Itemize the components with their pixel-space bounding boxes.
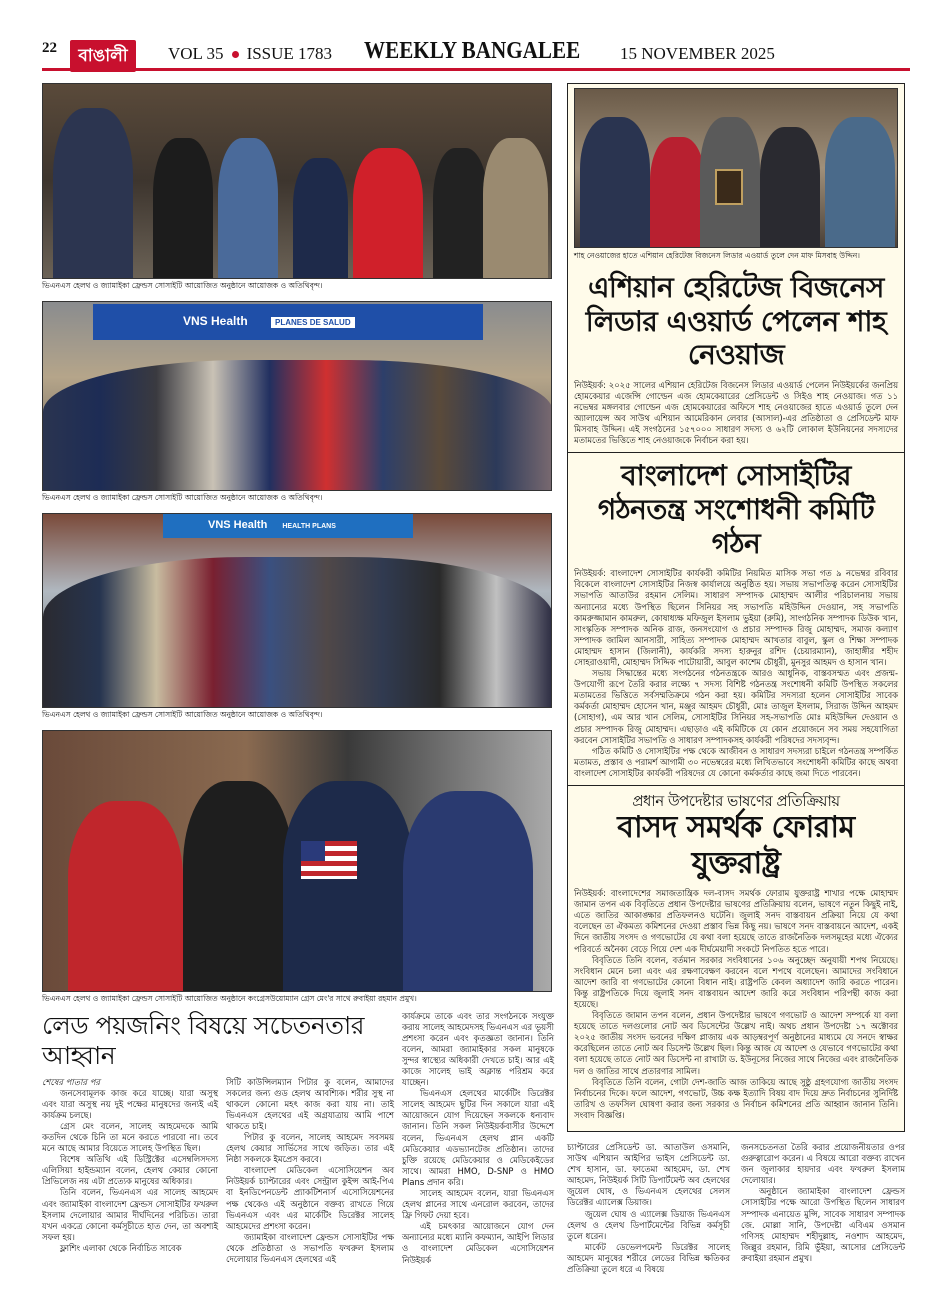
headline-constitution-committee: বাংলাদেশ সোসাইটির গঠনতন্ত্র সংশোধনী কমিটি গঠন (597, 459, 875, 560)
photo-caption: ভিএনএস হেলথ ও জ্যামাইকা ফ্রেন্ডস সোসাইটি আয়োজিত অনুষ্ঠানে আয়োজক ও অতিথিবৃন্দ। (42, 281, 323, 290)
issue-date: 15 NOVEMBER 2025 (620, 44, 775, 63)
newspaper-logo: বাঙালী (70, 40, 136, 72)
paragraph: গ্রেস মেং বলেন, সালেহ আহমেদকে আমি কতদিন থেকে চিনি তা মনে করতে পারবো না। তবে মনে আছে আমার বিয়েতে সালেহ উপস্থিত ছিল। (42, 1120, 218, 1154)
paragraph: নিউইয়র্ক: ২০২৫ সালের এশিয়ান হেরিটেজ বিজনেস লিডার এওয়ার্ড পেলেন নিউইয়র্কের জনপ্রিয় হোমকেয়ার এজেন্সি গোল্ডেন এজ হোমকেয়ারের প্রেসিডেন্ট ও সিইও শাহ নেওয়াজ। গত ১১ নভেম্বর মঙ্গলবার গোল্ডেন এজ হোমকেয়ারের অফিসে শাহ নেওয়াজের হাতে এওয়ার্ড তুলে দেন অ্যালায়েন্স অব সাউথ এশিয়ান আমেরিকান লেবার (আসাল)-এর প্রতিষ্ঠাতা ও প্রেসিডেন্ট মাফ মিসবাহ উদ্দিন। এই সংগঠনের ১৫৭০০০ সাধারণ সদস্য ও ৬২টি লোকাল ইউনিয়নের সদস্যদের মতামতের ভিত্তিতে শাহ নেওয়াজকে নির্বাচন করা হয়। (574, 379, 898, 446)
paragraph: কার্যক্রমে তাকে এবং তার সংগঠনকে সংযুক্ত করায় সালেহ আহমেদসহ ভিএনএস এর ভূয়সী প্রশংসা করেন এবং কৃতজ্ঞতা জানান। তিনি বলেন, আমরা জ্যামাইকার সকল মানুষকে সুন্দর স্বাস্থ্যের অধিকারী দেখতে চাই। আর এই কাজে সালেহ ভাই অক্লান্ত পরিশ্রম করে যাচ্ছেন। (402, 1010, 554, 1088)
paragraph: নিউইয়র্ক: বাংলাদেশের সমাজতান্ত্রিক দল-বাসদ সমর্থক ফোরাম যুক্তরাষ্ট্র শাখার পক্ষে মোহাম্মদ জামান তপন এক বিবৃতিতে প্রধান উপদেষ্টার ভাষণের প্রতিক্রিয়ায় বলেন, ভাষণে নতুন কিছুই নাই, এতে জাতির আকাঙ্ক্ষার প্রতিফলনও ঘটেনি। জুলাই সনদ বাস্তবায়ন প্রক্রিয়া নিয়ে যে কথা বলেছেন তা ঐকমত্য কমিশনের দেওয়া প্রস্তাব ভিন্ন কিছু নয়। ভাষণে সনদ বাস্তবায়নে আদেশ, একই দিনে জাতীয় সংসদ ও গণভোটের যে কথা বলা হয়েছে তাতে রাজনৈতিক দলসমূহের মধ্যে ঐক্যের পরিবর্তে অনৈক্য বেড়ে গিয়ে দেশ এক দীর্ঘমেয়াদী সংকটে নিপতিত হতে পারে। (574, 888, 898, 954)
paragraph: বিশেষ অতিথি এই ডিস্ট্রিক্টের এসেম্বলিসদস্য এলিসিয়া হাইন্ডম্যান বলেন, হেলথ কেয়ার কোনো প্রিভিলেজ নয় এটা প্রত্যেক মানুষের অধিকার। (42, 1154, 218, 1187)
event-photo-2 (42, 301, 552, 491)
photo-caption: ভিএনএস হেলথ ও জ্যামাইকা ফ্রেন্ডস সোসাইটি আয়োজিত অনুষ্ঠানে কংগ্রেসউয়োম্যান গ্রেস মেং'র সাথে রুবাইয়া রহমান প্রমুখ। (42, 994, 417, 1004)
kicker-basad: প্রধান উপদেষ্টার ভাষণের প্রতিক্রিয়ায় (632, 792, 840, 811)
page-body (42, 83, 905, 1295)
event-photo-4 (42, 730, 552, 992)
lead-story-column-2 (226, 1077, 394, 1266)
lead-story-columns (42, 1077, 394, 1266)
paragraph: বিবৃতিতে জামান তপন বলেন, প্রধান উপদেষ্টার ভাষণে গণভোট ও আদেশ সম্পর্কে যা বলা হয়েছে তাতে দলগুলোর নোট অব ডিসেন্টের উল্লেখ নাই। অথচ প্রধান উপদেষ্টা ১৭ অক্টোবর ২০২৫ জাতীয় সংসদ ভবনের দক্ষিণ প্লাজায় এক আড়ম্বরপূর্ণ অনুষ্ঠানের মাধ্যমে যে সনদে স্বাক্ষর করেছিলেন তাতে নোট অব ডিসেন্ট উল্লেখ ছিল। কিন্তু আজ যে আদেশ ও যেভাবে গণভোটের কথা বলা হয়েছে তাতে নোট অব ডিসেন্ট না রাখাটা ড. ইউনূসের নিজের সাথে নিজের এবং রাজনৈতিক দল ও জাতির সাথে প্রতারণার সামিল। (574, 1010, 898, 1076)
paragraph: শেষের পাতার পর (42, 1076, 100, 1087)
paragraph: অনুষ্ঠানে জ্যামাইকা বাংলাদেশ ফ্রেন্ডস সোসাইটির পক্ষে আরো উপস্থিত ছিলেন সাধারণ সম্পাদক এনায়েত মুন্সি, সাবেক সাধারণ সম্পাদক জে. মোল্লা সানি, উপদেষ্টা এবিএম ওসমান গণিসহ মোহাম্মদ শহীদুল্লাহ, নওশাদ আহমেদ, জিল্লুর রহমান, রিমি ভুঁইয়া, আসোর প্রেসিডেন্ট রুবাইয়া রহমান প্রমুখ। (741, 1186, 905, 1263)
masthead-title: WEEKLY BANGALEE (364, 38, 581, 64)
volume: VOL 35 (168, 44, 224, 63)
banner-text: VNS Health (208, 519, 268, 532)
paragraph: ভিএনএস হেলথের মার্কেটিং ডিরেক্টর সালেহ আহমেদ ছুটির দিন সকালে যারা এই আয়োজনে যোগ দিয়েছেন সকলকে ধন্যবাদ জানান। তিনি সকল নিউইয়র্কবাসীর উদ্দেশে বলেন, ভিএনএস হেলথ প্লান একটি মেডিকেয়ার এডভ্যানটেজ প্রতিষ্ঠান। তাদের চুক্তি রয়েছে মেডিকেয়ার ও মেডিকেইডের সাথে। আমরা HMO, D-SNP ও HMO Plans প্রদান করি। (402, 1088, 554, 1187)
volume-issue (168, 44, 332, 64)
paragraph: পিটার কু বলেন, সালেহ আহমেদ সবসময় হেলথ কেয়ার সার্ভিসের সাথে জড়িত। তার এই নিষ্ঠা সকলকে ইমপ্রেস করবে। (226, 1131, 394, 1165)
lead-story-column-1 (42, 1077, 218, 1266)
issue: ISSUE 1783 (246, 44, 333, 63)
lead-story-left (42, 1011, 394, 1266)
headline-lead-poisoning: লেড পয়জনিং বিষয়ে সচেতনতার আহ্বান (42, 1010, 365, 1070)
paragraph: তিনি বলেন, ভিএনএস এর সালেহ আহমেদ এবং জ্যামাইকা বাংলাদেশ ফ্রেন্ডস সোসাইটির ফখরুল ইসলাম দেলোয়ার আমার দীর্ঘদিনের পরিচিত। তারা যখন একত্রে কোনো কর্মসূচীতে হাত দেন, তা অবশ্যই সফল হয়। (42, 1187, 218, 1242)
page-number: 22 (42, 40, 57, 56)
paragraph: জ্যামাইকা বাংলাদেশ ফ্রেন্ডস সোসাইটির পক্ষ থেকে প্রতিষ্ঠাতা ও সভাপতি ফখরুল ইসলাম দেলোয়ার ভিএনএস হেলথের এই (226, 1231, 394, 1264)
paragraph: মার্কেট ডেভেলপমেন্ট ডিরেক্টর সালেহ আহমেদ মানুষের শরীরে লেডের বিভিন্ন ক্ষতিকর প্রতিক্রিয়া তুলে ধরে এ বিষয়ে (567, 1241, 730, 1275)
headline-award: এশিয়ান হেরিটেজ বিজনেস লিডার এওয়ার্ড পেলেন শাহ নেওয়াজ (585, 271, 887, 372)
event-photo-3 (42, 513, 552, 708)
lead-story (42, 1011, 554, 1266)
photo-caption: ভিএনএস হেলথ ও জ্যামাইকা ফ্রেন্ডস সোসাইটি আয়োজিত অনুষ্ঠানে আয়োজক ও অতিথিবৃন্দ। (42, 493, 323, 503)
right-news-box (567, 83, 905, 1132)
paragraph: সিটি কাউন্সিলম্যান পিটার কু বলেন, আমাদের সকলের জন্য গুড হেলথ আবশ্যিক। শরীর সুস্থ না থাকলে কোনো মহৎ কাজ করা যায় না। তাই ভিএনএস হেলথের এই অগ্রযাত্রায় আমি পাশে থাকতে চাই। (226, 1076, 394, 1131)
event-photo-1 (42, 83, 552, 279)
lead-story-continued (567, 1142, 905, 1275)
banner-subtext: PLANES DE SALUD (271, 317, 355, 328)
story-constitution-body (574, 568, 898, 779)
story-basad-body (574, 888, 898, 1121)
paragraph: বাংলাদেশ মেডিকেল এসোসিয়েশন অব নিউইয়র্ক চ্যাপ্টারের এবং সেন্ট্রাল কুইন্স আই-পিএ বা ইনডিপেনডেন্ট প্র্যাকটিশনার্স এসোসিয়েশনের পক্ষ থেকেও এই অনুষ্ঠানে বক্তব্য রাখতে গিয়ে ভিএনএস এবং এর মার্কেটিং ডিরেক্টর সালেহ আহমেদের প্রশংসা করেন। (226, 1165, 394, 1231)
banner-text: VNS Health (183, 314, 248, 329)
paragraph: সভায় সিদ্ধান্তের মধ্যে সংগঠনের গঠনতন্ত্রকে আরও আধুনিক, বাস্তবসম্মত এবং প্রজন্ম-উপযোগী রূপে তৈরি করার লক্ষ্যে ৭ সদস্য বিশিষ্ট গঠনতন্ত্র সংশোধনী কমিটি উপস্থিত সকলের মতামতের ভিত্তিতে সর্বসম্মতিক্রমে গঠন করা হয়। কমিটির সদস্যরা হলেন সোসাইটির সাবেক কর্মকর্তা মোহাম্মদ হোসেন খান, মঞ্জুর আহমদ চৌধুরী, মোঃ তাজুল ইসলাম, সিরাজ উদ্দিন আহমদ (সোহাগ), এম আর খান সেলিম, সোসাইটির সিনিয়র সহ-সভাপতি মোঃ মহিউদ্দিন দেওয়ান ও প্রচার সম্পাদক রিজু মোহাম্মদ। এছাড়াও এই কমিটিকে যে কোন প্রয়োজনে সব সময় সহযোগিতা করবেন সোসাইটির সভাপতি ও সাধারণ সম্পাদকসহ কার্যকরী পরিষদের সদস্যবৃন্দ। (574, 668, 898, 745)
photo-caption: ভিএনএস হেলথ ও জ্যামাইকা ফ্রেন্ডস সোসাইটি আয়োজিত অনুষ্ঠানে আয়োজক ও অতিথিবৃন্দ। (42, 710, 323, 720)
right-column (567, 83, 905, 1275)
lead-story-column-4 (567, 1142, 730, 1275)
paragraph: বিবৃতিতে তিনি বলেন, গোটা দেশ-জাতি আজ তাকিয়ে আছে সুষ্ঠু গ্রহণযোগ্য জাতীয় সংসদ নির্বাচনের দিকে। ফলে আদেশ, গণভোট, উচ্চ কক্ষ ইত্যাদি বিষয় বাদ দিয়ে দ্রুত নির্বাচনের সুনির্দিষ্ট তারিখ ও তফসিল ঘোষণা করার জন্য সরকার ও নির্বাচন কমিশনের প্রতি আহ্বান জানান তিনি। সংবাদ বিজ্ঞপ্তি। (574, 1076, 898, 1120)
paragraph: জুয়েল ঘোষ ও এ্যালেক্স ডিয়াজ ভিএনএস হেলথ ও হেলথ ডিপার্টমেন্টের বিভিন্ন কর্মসূচী তুলে ধরেন। (567, 1208, 730, 1241)
paragraph: ফ্লাশিং এলাকা থেকে নির্বাচিত সাবেক (60, 1242, 182, 1253)
lead-story-column-3 (402, 1011, 554, 1266)
paragraph: জনসেবামূলক কাজ করে যাচ্ছে। যারা অসুস্থ এবং যারা অসুস্থ নয় দুই পক্ষের মানুষদের জন্যই এই কার্যক্রম চলছে। (42, 1087, 218, 1120)
left-column (42, 83, 554, 1266)
divider (568, 785, 904, 786)
headline-basad: বাসদ সমর্থক ফোরাম যুক্তরাষ্ট্র (617, 810, 855, 882)
banner-subtext: HEALTH PLANS (282, 523, 336, 531)
paragraph: এই চমৎকার আয়োজনে যোগ দেন অন্যান্যের মধ্যে ম্যানি কফম্যান, আইপি লিডার ও বাংলাদেশ মেডিকেল এসোসিয়েশন নিউইয়র্ক (402, 1221, 554, 1265)
lead-story-column-5 (741, 1142, 905, 1275)
photo-caption: শাহ নেওয়াজের হাতে এশিয়ান হেরিটেজ বিজনেস লিডার এওয়ার্ড তুলে দেন মাফ মিসবাহ উদ্দিন। (574, 251, 860, 260)
paragraph: জনসচেতনতা তৈরি করার প্রয়োজনীয়তার ওপর গুরুত্বারোপ করেন। এ বিষয়ে আরো বক্তব্য রাখেন জন জুলাকার হায়দার এবং ফখরুল ইসলাম দেলোয়ার। (741, 1142, 905, 1186)
paragraph: বিবৃতিতে তিনি বলেন, বর্তমান সরকার সংবিধানের ১০৬ অনুচ্ছেদ অনুযায়ী শপথ নিয়েছে। সংবিধান মেনে চলা এবং এর রক্ষণাবেক্ষণ করবেন বলে শপথে বলেছেন। আমাদের সংবিধানে আদেশ জারি বা গণভোটের কোনো বিধান নাই। রাষ্ট্রপতি কেবল অধ্যাদেশ জারি করতে পারেন। কিন্তু রাষ্ট্রপতিকে দিয়ে জুলাই সনদ বাস্তবায়ন আদেশ জারি করে সংবিধান পরিপন্থী কাজ করা হয়েছে। (574, 954, 898, 1009)
award-photo (574, 88, 898, 248)
paragraph: গঠিত কমিটি ও সোসাইটির পক্ষ থেকে আজীবন ও সাধারণ সদস্যরা চাইলে গঠনতন্ত্র সম্পর্কিত মতামত, প্রস্তাব ও পরামর্শ আগামী ৩০ নভেম্বরের মধ্যে লিখিতভাবে সংশোধনী কমিটির কাছে অথবা বাংলাদেশ সোসাইটির কার্যকরী পরিষদের যে কোনো কর্মকর্তার কাছে জমা দিতে পারবেন। (574, 745, 898, 778)
bullet-dot-icon (232, 51, 239, 58)
paragraph: সালেহ আহমেদ বলেন, যারা ভিএনএস হেলথ প্লানের সাথে এনরোল করবেন, তাদের ফ্রি গিফট দেয়া হবে। (402, 1188, 554, 1221)
paragraph: চ্যাপ্টারের প্রেসিডেন্ট ডা. আতাউল ওসমানি, সাউথ এশিয়ান আইপির ভাইস প্রেসিডেন্ট ডা. শেখ হাসান, ডা. ফাতেমা আহমেদ, ডা. শেখ আহমেদ, নিউইয়র্ক সিটি ডিপার্টমেন্ট অব হেলথের জুয়েল ঘোষ, ও ভিএনএস হেলথের সেলস ডিরেক্টর এ্যালেক্স ডিয়াজ। (567, 1142, 730, 1208)
paragraph: নিউইয়র্ক: বাংলাদেশ সোসাইটির কার্যকরী কমিটির নিয়মিত মাসিক সভা গত ৯ নভেম্বর রবিবার বিকেলে বাংলাদেশ সোসাইটির নিজস্ব কার্যালয়ে অনুষ্ঠিত হয়। সভায় সভাপতিত্ব করেন সোসাইটির সভাপতি আতাউর রহমান সেলিম। সাধারণ সম্পাদক মোহাম্মদ আলীর পরিচালনায় সভায় অন্যান্যের মধ্যে উপস্থিত ছিলেন সিনিয়র সহ সভাপতি মহিউদ্দিন দেওয়ান, সহ সভাপতি কামরুজ্জামান কামরুল, কোষাধ্যক্ষ মফিজুল ইসলাম ভুইয়া (রুমি), সাংগঠনিক সম্পাদক ডিউক খান, সাংস্কৃতিক সম্পাদক অনিক রাজ, জনসংযোগ ও প্রচার সম্পাদক রিজু মোহাম্মদ, সমাজ কল্যাণ সম্পাদক জামিল আনসারী, সাহিত্য সম্পাদক মোহাম্মদ আখতার বাবুল, স্কুল ও শিক্ষা সম্পাদক মোহাম্মদ হাসান (জিলানী), কার্যকরি সদস্য হারুনুর রশিদ (চেয়ারম্যান), জাহাঙ্গীর শহীদ সোহরাওয়ার্দী, মোহাম্মদ সিদ্দিক পাটোয়ারী, আবুল কাশেম চৌধুরী, মুনসুর আহমদ ও হাসান খান। (574, 568, 898, 667)
divider (568, 452, 904, 453)
header-rule (42, 68, 910, 71)
story-award-body (574, 380, 898, 447)
